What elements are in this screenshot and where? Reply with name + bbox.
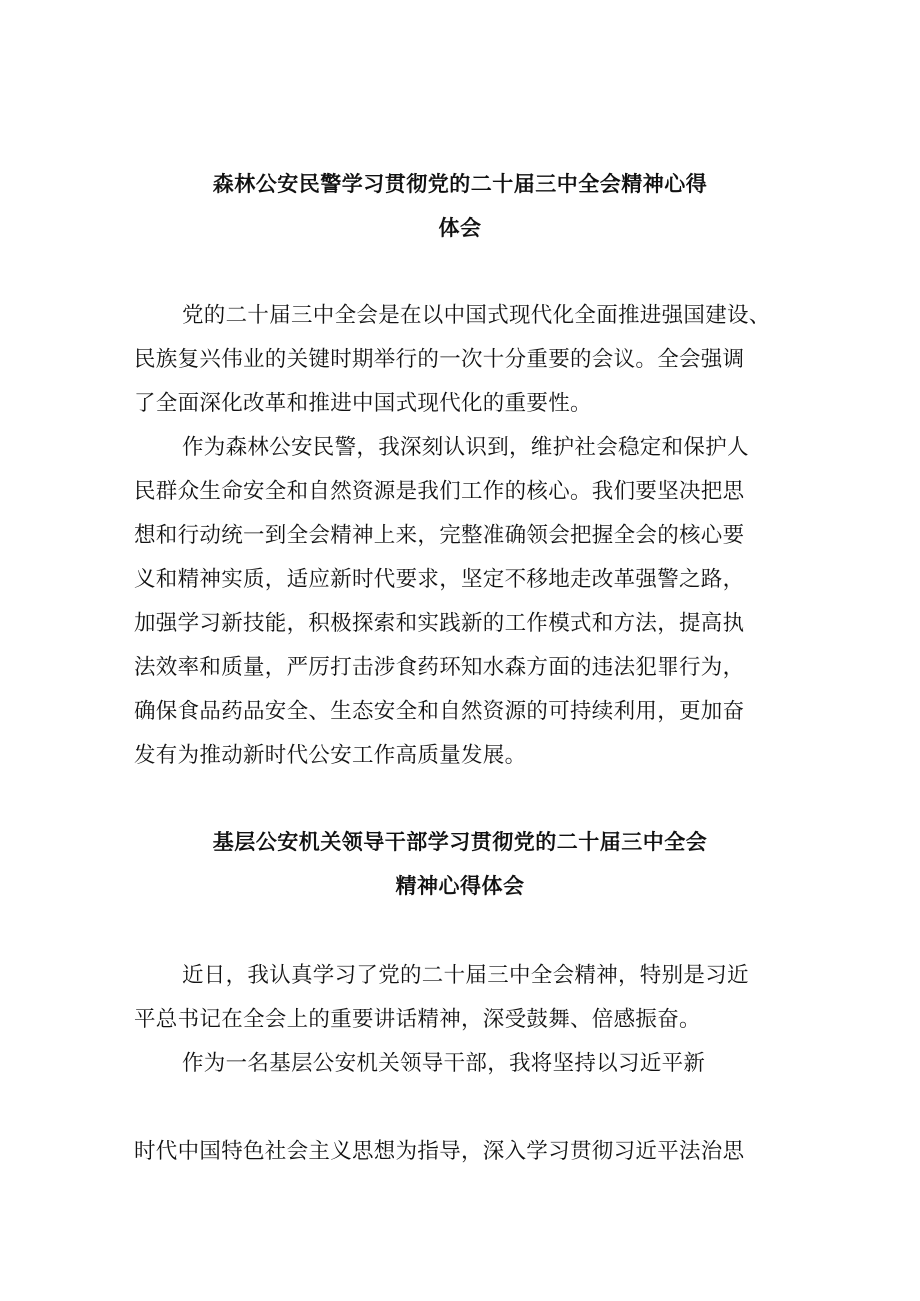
section1-para2-line-7: 确保食品药品安全、生态安全和自然资源的可持续利用，更加奋 <box>134 699 745 724</box>
section1-para1-line-2: 民族复兴伟业的关键时期举行的一次十分重要的会议。全会强调 <box>134 347 745 372</box>
section2-para1-line-1: 近日，我认真学习了党的二十届三中全会精神，特别是习近 <box>182 963 749 988</box>
section2-title-line-2: 精神心得体会 <box>395 874 525 898</box>
section2-para1-line-2: 平总书记在全会上的重要讲话精神，深受鼓舞、倍感振奋。 <box>134 1007 701 1032</box>
section1-para1-line-3: 了全面深化改革和推进中国式现代化的重要性。 <box>134 391 592 416</box>
section1-para2-line-6: 法效率和质量，严厉打击涉食药环知水森方面的违法犯罪行为， <box>134 655 745 680</box>
section1-para1-line-1: 党的二十届三中全会是在以中国式现代化全面推进强国建设、 <box>182 303 771 328</box>
section1-para2-line-8: 发有为推动新时代公安工作高质量发展。 <box>134 743 527 768</box>
section1-title-line-1: 森林公安民警学习贯彻党的二十届三中全会精神心得 <box>212 172 708 196</box>
section1-title-line-2: 体会 <box>438 216 482 240</box>
section1-para2-line-4: 义和精神实质，适应新时代要求，坚定不移地走改革强警之路， <box>134 567 745 592</box>
section1-para2-line-1: 作为森林公安民警，我深刻认识到，维护社会稳定和保护人 <box>182 435 749 460</box>
section2-continuation-line: 时代中国特色社会主义思想为指导，深入学习贯彻习近平法治思 <box>134 1139 745 1164</box>
section2-title-line-1: 基层公安机关领导干部学习贯彻党的二十届三中全会 <box>212 830 708 854</box>
section1-para2-line-2: 民群众生命安全和自然资源是我们工作的核心。我们要坚决把思 <box>134 479 745 504</box>
section2-para2-line-1: 作为一名基层公安机关领导干部，我将坚持以习近平新 <box>182 1051 706 1076</box>
section1-para2-line-5: 加强学习新技能，积极探索和实践新的工作模式和方法，提高执 <box>134 611 745 636</box>
section1-para2-line-3: 想和行动统一到全会精神上来，完整准确领会把握全会的核心要 <box>134 523 745 548</box>
